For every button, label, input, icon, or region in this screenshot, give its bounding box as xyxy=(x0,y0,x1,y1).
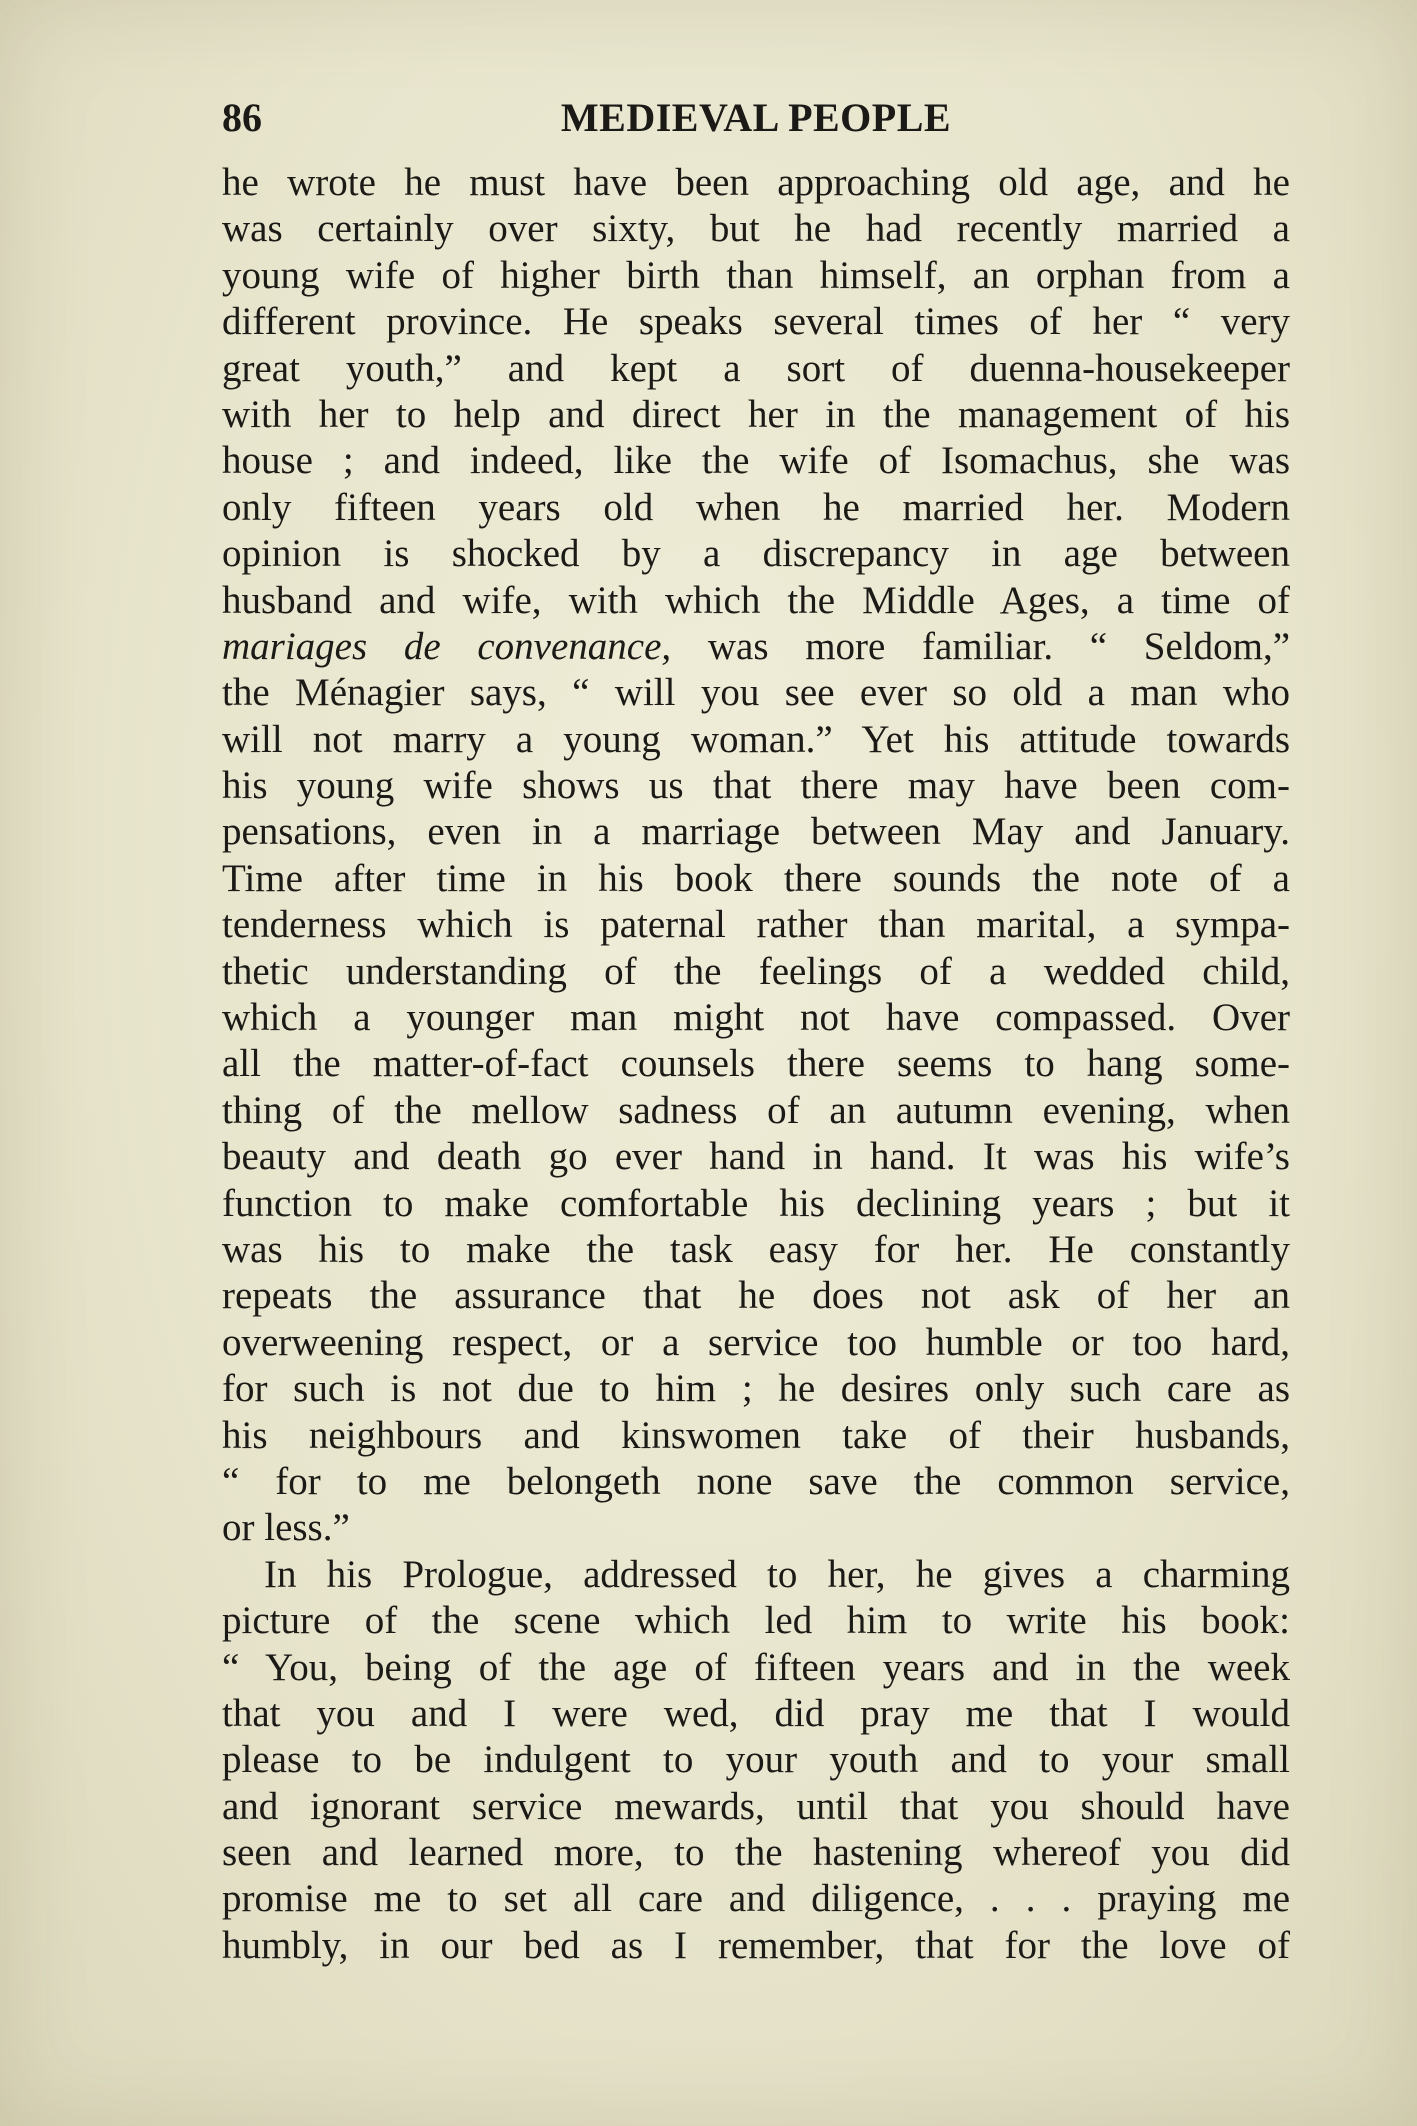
text-line: Time after time in his book there sounds the note of a xyxy=(222,856,1290,900)
text-line: repeats the assurance that he does not ask of her an xyxy=(222,1274,1290,1318)
text-line: husband and wife, with which the Middle Ages, a time of xyxy=(222,578,1290,622)
body-text xyxy=(222,160,1290,1969)
text-line: young wife of higher birth than himself, an orphan from a xyxy=(222,253,1290,297)
text-line: picture of the scene which led him to write his book: xyxy=(222,1599,1290,1643)
text-line: his young wife shows us that there may have been com- xyxy=(222,764,1290,808)
text-line: please to be indulgent to your youth and to your small xyxy=(222,1738,1290,1782)
text-line: overweening respect, or a service too humble or too hard, xyxy=(222,1320,1290,1364)
text-line: beauty and death go ever hand in hand. It was his wife’s xyxy=(222,1135,1290,1179)
text-line: with her to help and direct her in the management of his xyxy=(222,392,1290,436)
text-line xyxy=(222,624,1290,670)
text-line: tenderness which is paternal rather than marital, a sympa- xyxy=(222,903,1290,947)
text-line: for such is not due to him ; he desires only such care as xyxy=(222,1367,1290,1411)
text-line: his neighbours and kinswomen take of their husbands, xyxy=(222,1413,1290,1457)
text-line: promise me to set all care and diligence, . . . praying me xyxy=(222,1877,1290,1921)
text-fragment: was more familiar. “ Seldom,” xyxy=(707,624,1291,668)
text-line: “ for to me belongeth none save the common service, xyxy=(222,1459,1290,1503)
text-line: and ignorant service mewards, until that you should have xyxy=(222,1784,1290,1828)
text-line: humbly, in our bed as I remember, that for the love of xyxy=(222,1923,1290,1967)
text-line: seen and learned more, to the hastening whereof you did xyxy=(222,1831,1290,1875)
text-line: opinion is shocked by a discrepancy in age between xyxy=(222,532,1290,576)
text-line: In his Prologue, addressed to her, he gives a charming xyxy=(264,1552,1290,1596)
text-line: thetic understanding of the feelings of a wedded child, xyxy=(222,949,1290,993)
page-number: 86 xyxy=(222,95,262,140)
italic-phrase: mariages de convenance, xyxy=(222,624,672,668)
running-head xyxy=(222,90,1290,146)
running-title: MEDIEVAL PEOPLE xyxy=(560,95,952,140)
text-line: only fifteen years old when he married her. Modern xyxy=(222,485,1290,529)
text-line: pensations, even in a marriage between May and January. xyxy=(222,810,1290,854)
text-line: will not marry a young woman.” Yet his attitude towards xyxy=(222,717,1290,761)
text-line: or less.” xyxy=(222,1506,350,1550)
text-line: that you and I were wed, did pray me that I would xyxy=(222,1691,1290,1735)
text-line: was certainly over sixty, but he had recently married a xyxy=(222,207,1290,251)
text-line: thing of the mellow sadness of an autumn evening, when xyxy=(222,1088,1290,1132)
text-line: all the matter-of-fact counsels there seems to hang some- xyxy=(222,1042,1290,1086)
text-line: house ; and indeed, like the wife of Isomachus, she was xyxy=(222,439,1290,483)
text-line: great youth,” and kept a sort of duenna-housekeeper xyxy=(222,346,1290,390)
text-line: which a younger man might not have compassed. Over xyxy=(222,996,1290,1040)
text-line: he wrote he must have been approaching old age, and he xyxy=(222,161,1290,204)
text-line: the Ménagier says, “ will you see ever so old a man who xyxy=(222,671,1290,715)
text-line: function to make comfortable his declining years ; but it xyxy=(222,1181,1290,1225)
text-line: was his to make the task easy for her. He constantly xyxy=(222,1227,1290,1271)
text-line: different province. He speaks several times of her “ very xyxy=(222,300,1290,344)
text-line: “ You, being of the age of fifteen years and in the week xyxy=(222,1645,1290,1689)
